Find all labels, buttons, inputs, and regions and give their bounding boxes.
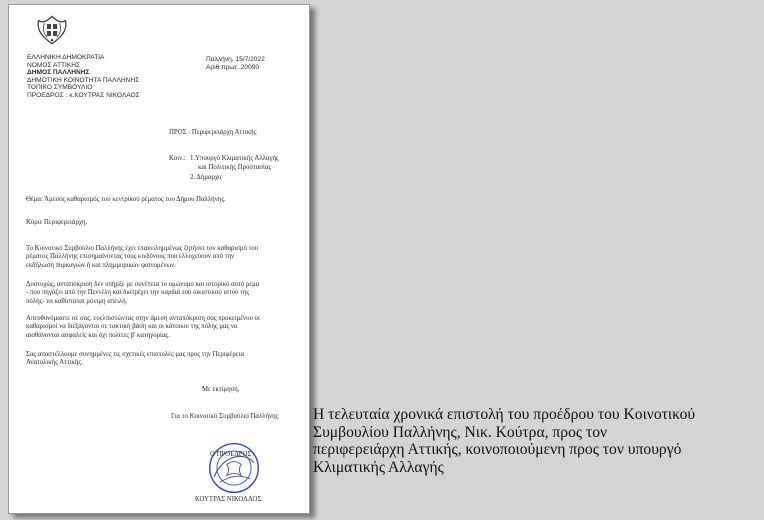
sender-line: ΠΡΟΕΔΡΟΣ : κ.ΚΟΥΤΡΑΣ ΝΙΚΟΛΑΟΣ bbox=[27, 91, 140, 99]
round-seal-stamp bbox=[207, 441, 261, 495]
greek-coat-of-arms-icon bbox=[35, 13, 69, 47]
paragraph-line: εκδήλωση πυρκαγιών ή και πλημμυρικών φαινομένων. bbox=[26, 261, 176, 269]
caption-line: Συμβουλίου Παλλήνης, Νικ. Κούτρα, προς τον bbox=[313, 423, 608, 441]
caption-line: Κλιματικής Αλλαγής bbox=[313, 458, 444, 476]
body-paragraph-1 bbox=[26, 245, 296, 270]
cc-item: 2. Δήμαρχο bbox=[190, 174, 222, 181]
date-line: Παλλήνη, 15/7/2022 bbox=[206, 56, 265, 63]
signer-name: ΚΟΥΤΡΑΣ ΝΙΚΟΛΑΟΣ bbox=[195, 496, 262, 503]
paragraph-line: πόλης- να καθίσταται μόνιμη απειλή. bbox=[26, 297, 128, 305]
cc-item: και Πολιτικής Προστασίας bbox=[198, 164, 272, 171]
sender-line: ΔΗΜΟΤΙΚΗ ΚΟΙΝΟΤΗΤΑ ΠΑΛΛΗΝΗΣ bbox=[27, 76, 140, 84]
sender-line: ΤΟΠΙΚΟ ΣΥΜΒΟΥΛΙΟ bbox=[27, 84, 93, 92]
sender-municipality: ΔΗΜΟΣ ΠΑΛΛΗΝΗΣ bbox=[27, 69, 90, 77]
body-paragraph-2 bbox=[26, 281, 296, 306]
paragraph-line: αισθάνονται ασφαλείς και όχι πολίτες β' κατηγορίας. bbox=[26, 331, 170, 339]
cc-label: Κοιν.: bbox=[169, 155, 186, 162]
letter-document bbox=[8, 4, 310, 514]
sender-block bbox=[27, 54, 140, 100]
protocol-number: Αριθ.πρωτ. 20090 bbox=[206, 64, 260, 71]
body-paragraph-3 bbox=[26, 315, 296, 340]
photo-caption bbox=[313, 406, 761, 476]
paragraph-line: - που πηγάζει από την Πεντέλη και διατρέχει την καρδιά του οικιστικού ιστού της bbox=[26, 289, 250, 297]
salutation: Κύριε Περιφερειάρχη, bbox=[26, 219, 88, 226]
paragraph-line: ρέματος Παλλήνης επισημαίνοντας τους κινδύνους που ελλοχεύουν από την bbox=[26, 253, 235, 261]
body-paragraph-4 bbox=[26, 351, 296, 368]
paragraph-line: Το Κοινοτικό Συμβούλιο Παλλήνης έχει επανειλημμένως ζητήσει τον καθαρισμό του bbox=[26, 245, 259, 252]
paragraph-line: Σας αποστέλλουμε συνημμένες τις σχετικές επιστολές μας προς την Περιφέρεια bbox=[26, 351, 245, 358]
caption-line: περιφερειάρχη Αττικής, κοινοποιούμενη προς τον υπουργό bbox=[313, 441, 682, 459]
paragraph-line: Απευθυνόμαστε σε σας, ευελπιστώντας στην άμεση ανταπόκριση σας προκειμένου οι bbox=[26, 315, 260, 322]
closing-line: Με εκτίμηση, bbox=[202, 386, 240, 393]
paragraph-line: Ανατολικής Αττικής. bbox=[26, 359, 83, 367]
sender-line: ΝΟΜΟΣ ΑΤΤΙΚΗΣ bbox=[27, 61, 81, 69]
cc-item: 1.Υπουργό Κλιματικής Αλλαγής bbox=[190, 155, 279, 162]
sender-line: ΕΛΛΗΝΙΚΗ ΔΗΜΟΚΡΑΤΙΑ bbox=[27, 54, 105, 61]
paragraph-line: Δυστυχώς, ανταπόκριση δεν υπήρξε με συνέπεια το ομώνυμο και ιστορικό αυτό ρέμα bbox=[26, 281, 260, 288]
subject-line: Θέμα: Άμεσος καθαρισμός του κεντρικού ρέματος του Δήμου Παλλήνης. bbox=[26, 196, 226, 203]
on-behalf-line: Για το Κοινοτικό Συμβούλιο Παλλήνης bbox=[171, 413, 279, 420]
date-block bbox=[206, 56, 265, 72]
recipient-line: ΠΡΟΣ : Περιφερειάρχη Αττικής bbox=[169, 129, 257, 136]
paragraph-line: καθαρισμοί να διεξάγονται σε τακτική βάση και οι κάτοικοι της πόλης μας να bbox=[26, 323, 238, 331]
signer-title: Ο ΠΡΟΕΔΡΟΣ bbox=[210, 451, 252, 458]
caption-line: Η τελευταία χρονικά επιστολή του προέδρου του Κοινοτικού bbox=[313, 406, 696, 423]
